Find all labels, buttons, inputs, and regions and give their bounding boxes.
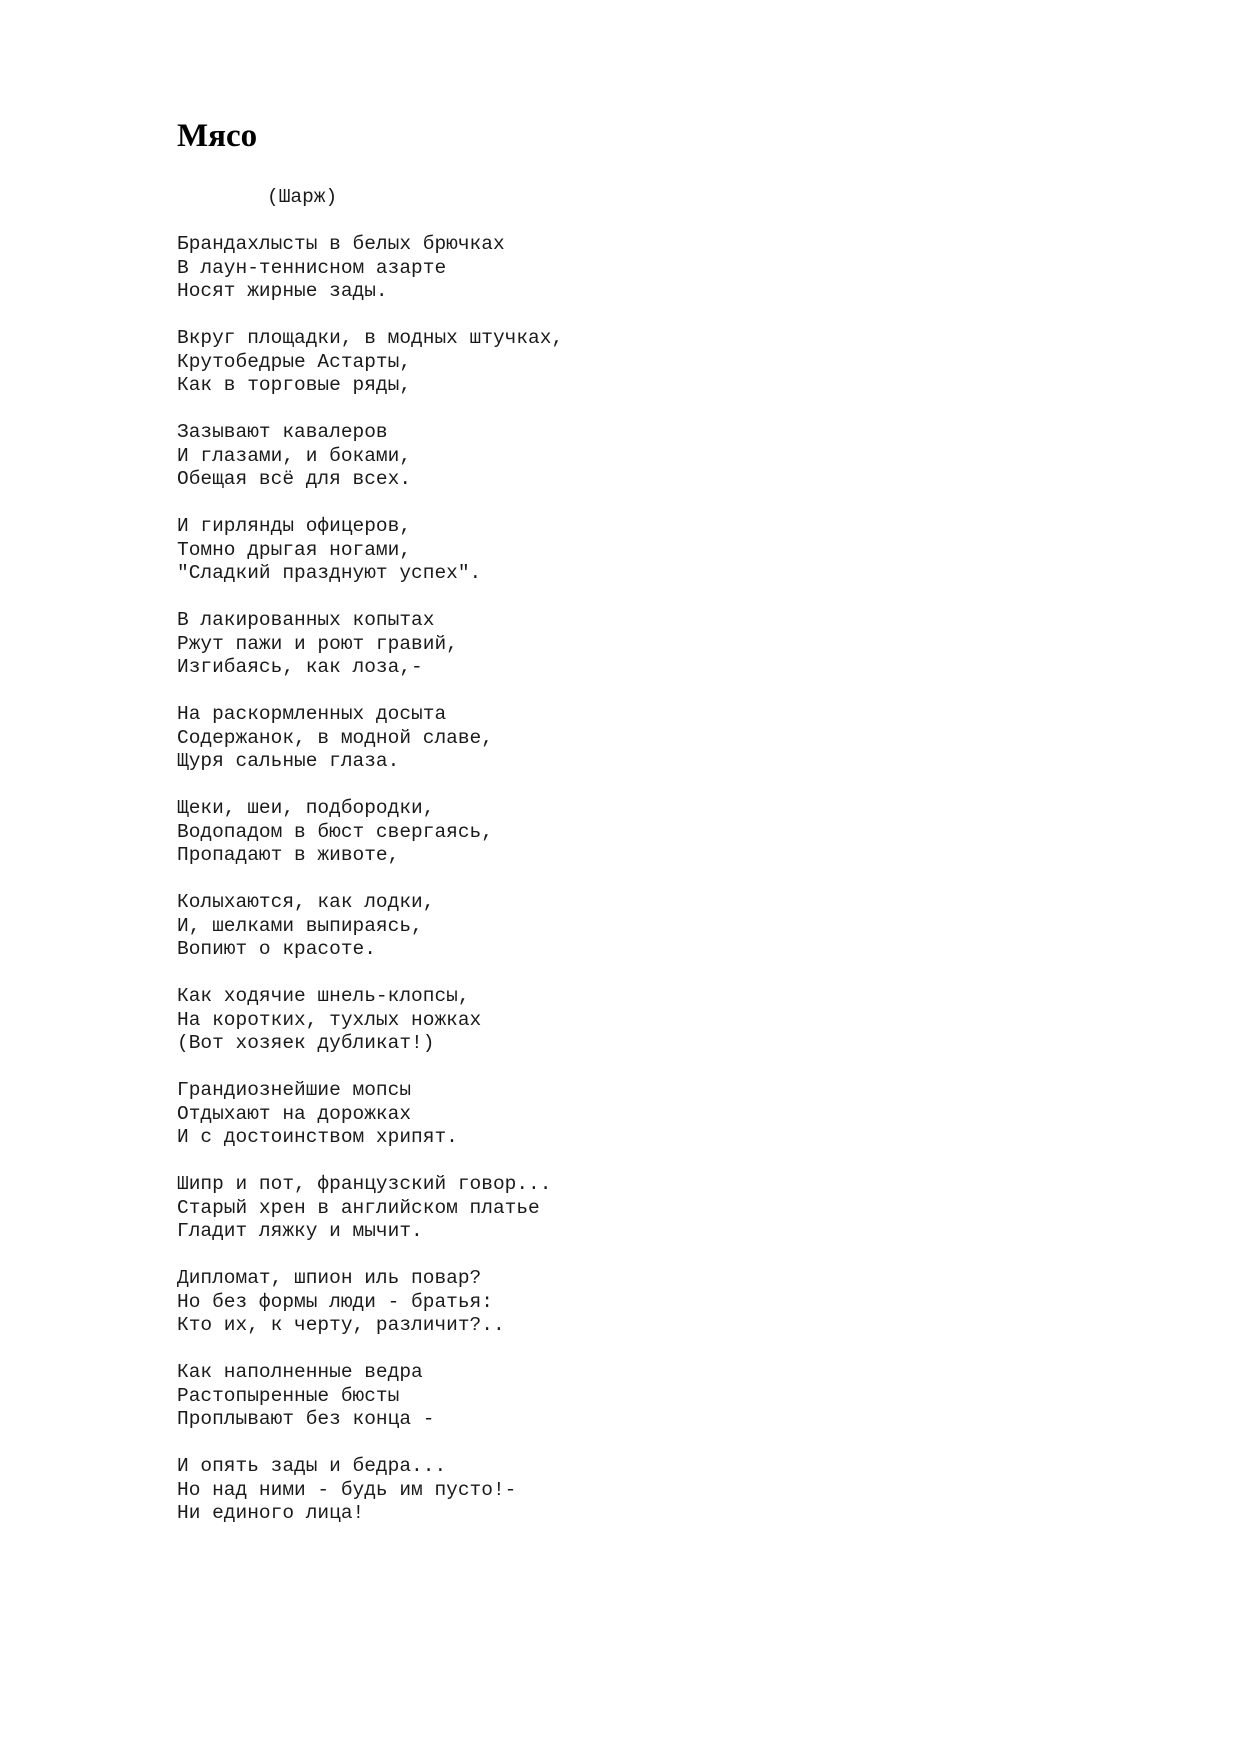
poem-line: Обещая всё для всех. [177, 468, 412, 490]
poem-line: Старый хрен в английском платье [177, 1196, 540, 1219]
poem-subtitle: (Шарж) [267, 186, 338, 208]
poem-line: В лакированных копытах [177, 609, 435, 631]
poem-line: Изгибаясь, как лоза,- [177, 656, 423, 678]
poem-line: Ржут пажи и роют гравий, [177, 632, 458, 655]
stanza [177, 1267, 1077, 1338]
poem-line: Дипломат, шпион иль повар? [177, 1267, 482, 1289]
poem-line: Шипр и пот, французский говор... [177, 1173, 552, 1195]
stanza [177, 797, 1077, 868]
poem-body [177, 233, 1077, 1549]
stanza [177, 233, 1077, 304]
poem-line: Щуря сальные глаза. [177, 750, 400, 772]
poem-line: Гладит ляжку и мычит. [177, 1220, 423, 1242]
poem-line: Как наполненные ведра [177, 1361, 423, 1383]
stanza [177, 1361, 1077, 1432]
poem-line: Колыхаются, как лодки, [177, 891, 435, 913]
poem-line: Растопыренные бюсты [177, 1384, 400, 1407]
poem-line: Содержанок, в модной славе, [177, 726, 493, 749]
poem-line: И глазами, и боками, [177, 444, 412, 467]
stanza [177, 985, 1077, 1056]
stanza [177, 1455, 1077, 1526]
poem-line: Томно дрыгая ногами, [177, 538, 412, 561]
poem-line: Зазывают кавалеров [177, 421, 388, 443]
poem-line: На раскормленных досыта [177, 703, 447, 725]
poem-line: Но над ними - будь им пусто!- [177, 1478, 517, 1501]
poem-line: (Вот хозяек дубликат!) [177, 1032, 435, 1054]
poem-line: Водопадом в бюст свергаясь, [177, 820, 493, 843]
poem-title: Мясо [177, 118, 258, 154]
poem-line: Как в торговые ряды, [177, 374, 412, 396]
stanza [177, 327, 1077, 398]
poem-line: Вкруг площадки, в модных штучках, [177, 327, 564, 349]
poem-line: Грандиознейшие мопсы [177, 1079, 412, 1101]
poem-line: В лаун-теннисном азарте [177, 256, 447, 279]
poem-line: Брандахлысты в белых брючках [177, 233, 505, 255]
poem-line: Как ходячие шнель-клопсы, [177, 985, 470, 1007]
poem-line: Вопиют о красоте. [177, 938, 376, 960]
poem-line: Проплывают без конца - [177, 1408, 435, 1430]
stanza [177, 703, 1077, 774]
poem-line: И гирлянды офицеров, [177, 515, 412, 537]
poem-line: Носят жирные зады. [177, 280, 388, 302]
poem-line: И, шелками выпираясь, [177, 914, 423, 937]
stanza [177, 515, 1077, 586]
poem-line: Щеки, шеи, подбородки, [177, 797, 435, 819]
poem-line: Отдыхают на дорожках [177, 1102, 412, 1125]
stanza [177, 1079, 1077, 1150]
stanza [177, 421, 1077, 492]
poem-line: Крутобедрые Астарты, [177, 350, 412, 373]
stanza [177, 609, 1077, 680]
poem-line: Ни единого лица! [177, 1502, 365, 1524]
poem-line: Кто их, к черту, различит?.. [177, 1314, 505, 1336]
poem-line: Но без формы люди - братья: [177, 1290, 493, 1313]
stanza [177, 891, 1077, 962]
poem-line: На коротких, тухлых ножках [177, 1008, 482, 1031]
poem-line: И опять зады и бедра... [177, 1455, 447, 1477]
poem-line: Пропадают в животе, [177, 844, 400, 866]
poem-line: И с достоинством хрипят. [177, 1126, 458, 1148]
stanza [177, 1173, 1077, 1244]
poem-line: "Сладкий празднуют успех". [177, 562, 482, 584]
